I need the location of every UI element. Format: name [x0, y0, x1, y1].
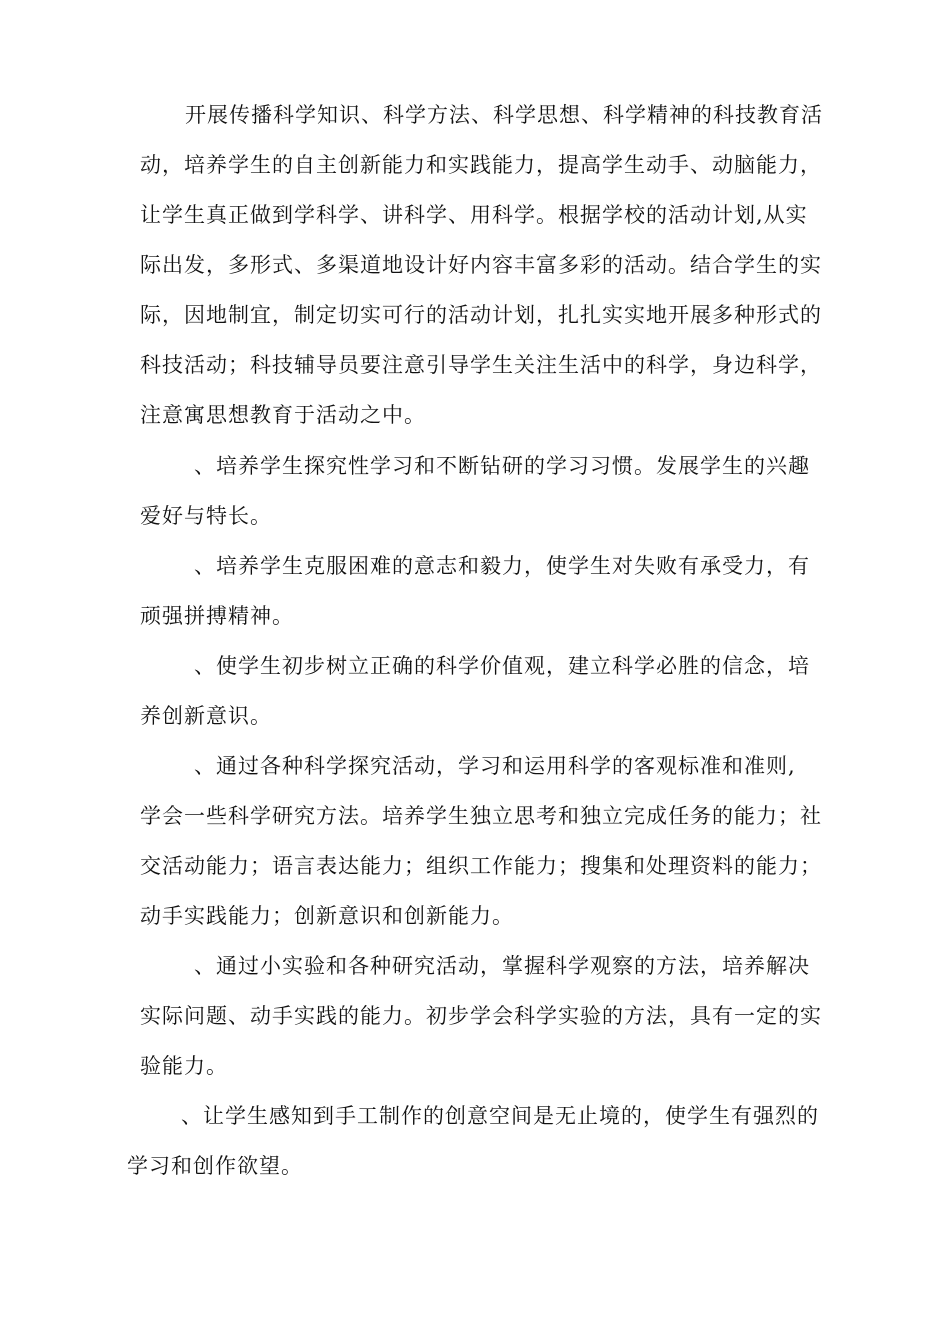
paragraph-line: 学习和创作欲望。 [127, 1154, 303, 1178]
paragraph-research-methods [140, 741, 822, 941]
paragraph-line: 验能力。 [140, 1054, 228, 1078]
paragraph-line: 动手实践能力；创新意识和创新能力。 [140, 904, 514, 928]
paragraph-line: 实际问题、动手实践的能力。初步学会科学实验的方法，具有一定的实 [140, 1004, 822, 1028]
paragraph-line: 、通过小实验和各种研究活动，掌握科学观察的方法，培养解决 [194, 954, 810, 978]
paragraph-line: 际出发，多形式、多渠道地设计好内容丰富多彩的活动。结合学生的实 [140, 253, 822, 277]
paragraph-inquiry-habits [140, 441, 810, 541]
paragraph-line: 交活动能力；语言表达能力；组织工作能力；搜集和处理资料的能力； [140, 854, 822, 878]
paragraph-experiments [140, 941, 822, 1091]
paragraph-line: 顽强拼搏精神。 [140, 604, 294, 628]
paragraph-line: 开展传播科学知识、科学方法、科学思想、科学精神的科技教育活 [185, 103, 823, 127]
paragraph-line: 际，因地制宜，制定切实可行的活动计划，扎扎实实地开展多种形式的 [140, 303, 822, 327]
paragraph-line: 、培养学生探究性学习和不断钻研的学习习惯。发展学生的兴趣 [194, 454, 810, 478]
paragraph-line: 、培养学生克服困难的意志和毅力，使学生对失败有承受力，有 [194, 554, 810, 578]
paragraph-science-education [140, 90, 823, 440]
paragraph-line: 动，培养学生的自主创新能力和实践能力，提高学生动手、动脑能力， [140, 153, 822, 177]
paragraph-line: 、通过各种科学探究活动，学习和运用科学的客观标准和准则, [194, 754, 796, 778]
paragraph-line: 让学生真正做到学科学、讲科学、用科学。根据学校的活动计划,从实 [140, 203, 808, 227]
paragraph-line: 学会一些科学研究方法。培养学生独立思考和独立完成任务的能力；社 [140, 804, 822, 828]
paragraph-line: 、使学生初步树立正确的科学价值观，建立科学必胜的信念，培 [194, 654, 810, 678]
paragraph-line: 、让学生感知到手工制作的创意空间是无止境的，使学生有强烈的 [181, 1104, 819, 1128]
paragraph-scientific-values [140, 641, 810, 741]
paragraph-perseverance [140, 541, 810, 641]
paragraph-line: 爱好与特长。 [140, 504, 272, 528]
paragraph-line: 注意寓思想教育于活动之中。 [140, 403, 426, 427]
paragraph-handicraft-creativity [127, 1091, 819, 1191]
paragraph-line: 养创新意识。 [140, 704, 272, 728]
paragraph-line: 科技活动；科技辅导员要注意引导学生关注生活中的科学，身边科学， [140, 353, 822, 377]
